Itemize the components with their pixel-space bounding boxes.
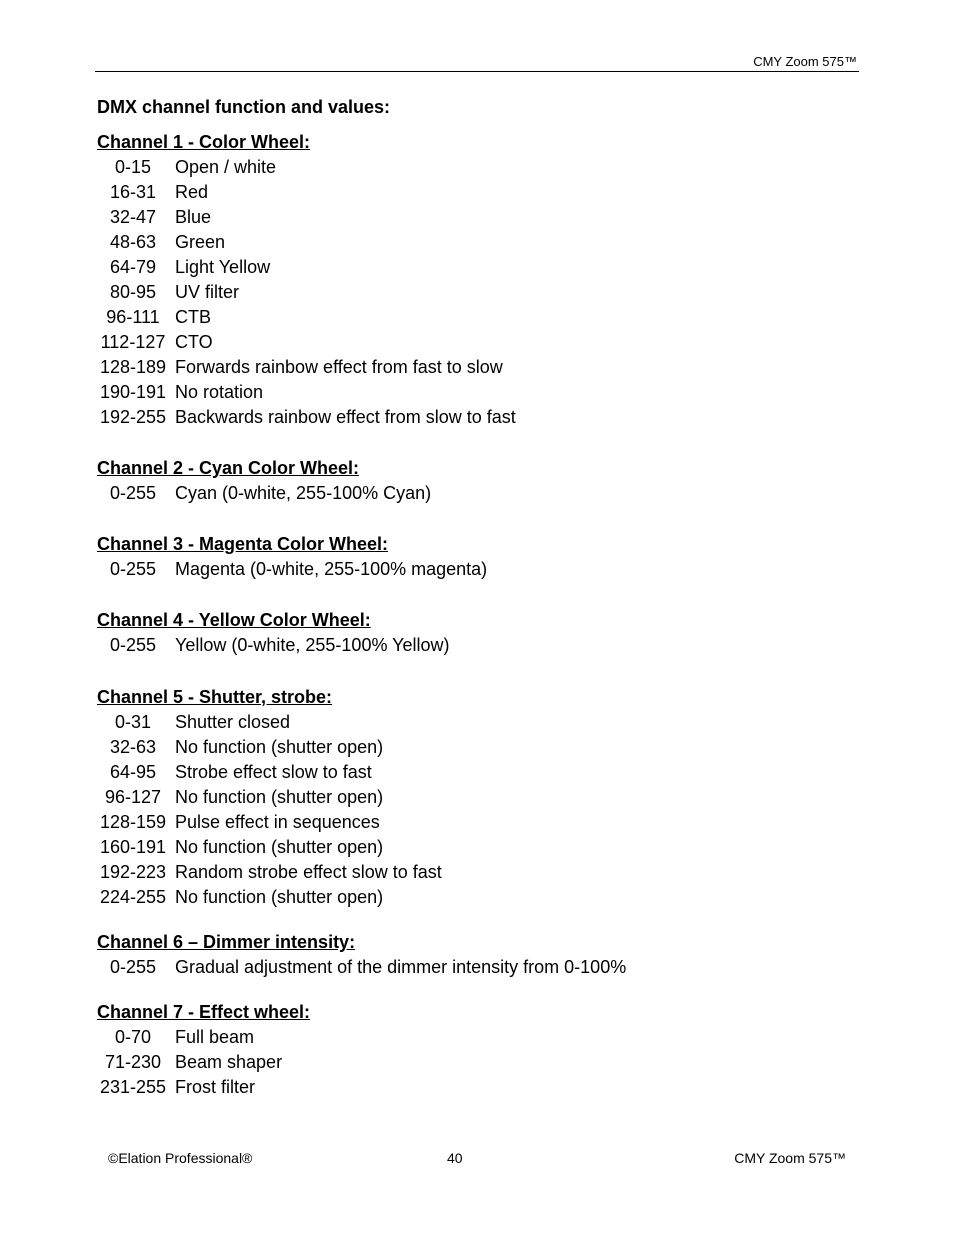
value-row xyxy=(97,557,487,582)
value-row xyxy=(97,710,442,735)
function-description: Light Yellow xyxy=(175,257,271,277)
dmx-range: 0-255 xyxy=(109,559,157,579)
dmx-range: 190-191 xyxy=(99,382,167,402)
function-description: Backwards rainbow effect from slow to fast xyxy=(175,407,516,427)
dmx-range: 0-255 xyxy=(109,957,157,977)
channel-block xyxy=(97,929,626,980)
function-description: Yellow (0-white, 255-100% Yellow) xyxy=(175,635,450,655)
dmx-range: 32-63 xyxy=(109,737,157,757)
channel-block xyxy=(97,455,431,506)
channel-block xyxy=(97,129,516,430)
value-row xyxy=(97,280,516,305)
value-row xyxy=(97,860,442,885)
dmx-range: 96-111 xyxy=(106,307,160,327)
dmx-range: 160-191 xyxy=(99,837,167,857)
value-row xyxy=(97,1050,310,1075)
function-description: Gradual adjustment of the dimmer intensity from 0-100% xyxy=(175,957,627,977)
footer-product: CMY Zoom 575™ xyxy=(734,1150,846,1166)
channel-title: Channel 1 - Color Wheel: xyxy=(97,132,311,152)
dmx-range: 0-31 xyxy=(114,712,152,732)
dmx-range: 64-79 xyxy=(109,257,157,277)
dmx-range: 71-230 xyxy=(104,1052,162,1072)
value-row xyxy=(97,835,442,860)
function-description: Frost filter xyxy=(175,1077,256,1097)
function-description: Random strobe effect slow to fast xyxy=(175,862,442,882)
page-heading: DMX channel function and values: xyxy=(97,97,391,117)
dmx-range: 80-95 xyxy=(109,282,157,302)
function-description: No function (shutter open) xyxy=(175,837,384,857)
function-description: Shutter closed xyxy=(175,712,291,732)
footer-page-number: 40 xyxy=(447,1150,463,1166)
value-row xyxy=(97,785,442,810)
value-row xyxy=(97,955,626,980)
value-row xyxy=(97,735,442,760)
channel-block xyxy=(97,607,450,658)
dmx-range: 128-159 xyxy=(99,812,167,832)
value-row xyxy=(97,230,516,255)
value-row xyxy=(97,255,516,280)
value-row xyxy=(97,380,516,405)
value-row xyxy=(97,355,516,380)
dmx-range: 192-223 xyxy=(99,862,167,882)
value-row xyxy=(97,205,516,230)
footer-copyright: ©Elation Professional® xyxy=(108,1150,253,1166)
dmx-range: 0-70 xyxy=(114,1027,152,1047)
value-row xyxy=(97,885,442,910)
channel-title: Channel 4 - Yellow Color Wheel: xyxy=(97,610,371,630)
channel-block xyxy=(97,531,487,582)
value-row xyxy=(97,330,516,355)
value-row xyxy=(97,305,516,330)
value-row xyxy=(97,1025,310,1050)
function-description: Open / white xyxy=(175,157,277,177)
function-description: Green xyxy=(175,232,226,252)
function-description: Blue xyxy=(175,207,212,227)
dmx-range: 0-255 xyxy=(109,483,157,503)
function-description: Cyan (0-white, 255-100% Cyan) xyxy=(175,483,432,503)
value-row xyxy=(97,810,442,835)
dmx-range: 224-255 xyxy=(99,887,167,907)
channel-block xyxy=(97,999,310,1100)
dmx-range: 231-255 xyxy=(99,1077,167,1097)
function-description: No function (shutter open) xyxy=(175,737,384,757)
dmx-range: 64-95 xyxy=(109,762,157,782)
value-row xyxy=(97,180,516,205)
value-row xyxy=(97,760,442,785)
channel-block xyxy=(97,684,442,910)
dmx-range: 112-127 xyxy=(100,332,166,352)
channel-title: Channel 7 - Effect wheel: xyxy=(97,1002,311,1022)
dmx-range: 96-127 xyxy=(104,787,162,807)
dmx-range: 48-63 xyxy=(109,232,157,252)
function-description: Strobe effect slow to fast xyxy=(175,762,372,782)
dmx-range: 0-15 xyxy=(114,157,152,177)
channel-title: Channel 5 - Shutter, strobe: xyxy=(97,687,333,707)
dmx-range: 128-189 xyxy=(99,357,167,377)
value-row xyxy=(97,481,431,506)
function-description: Pulse effect in sequences xyxy=(175,812,380,832)
header-title: CMY Zoom 575™ xyxy=(753,54,857,69)
dmx-range: 32-47 xyxy=(109,207,157,227)
value-row xyxy=(97,155,516,180)
function-description: Forwards rainbow effect from fast to slow xyxy=(175,357,503,377)
value-row xyxy=(97,1075,310,1100)
function-description: UV filter xyxy=(175,282,240,302)
value-row xyxy=(97,633,450,658)
function-description: Beam shaper xyxy=(175,1052,283,1072)
dmx-range: 0-255 xyxy=(109,635,157,655)
function-description: Magenta (0-white, 255-100% magenta) xyxy=(175,559,488,579)
header-divider xyxy=(95,71,859,72)
dmx-range: 192-255 xyxy=(99,407,167,427)
function-description: CTO xyxy=(175,332,213,352)
function-description: Red xyxy=(175,182,209,202)
function-description: No function (shutter open) xyxy=(175,787,384,807)
channel-title: Channel 3 - Magenta Color Wheel: xyxy=(97,534,389,554)
channel-title: Channel 6 – Dimmer intensity: xyxy=(97,932,356,952)
function-description: CTB xyxy=(175,307,211,327)
function-description: No rotation xyxy=(175,382,264,402)
dmx-range: 16-31 xyxy=(109,182,157,202)
value-row xyxy=(97,405,516,430)
function-description: Full beam xyxy=(175,1027,255,1047)
function-description: No function (shutter open) xyxy=(175,887,384,907)
channel-title: Channel 2 - Cyan Color Wheel: xyxy=(97,458,360,478)
